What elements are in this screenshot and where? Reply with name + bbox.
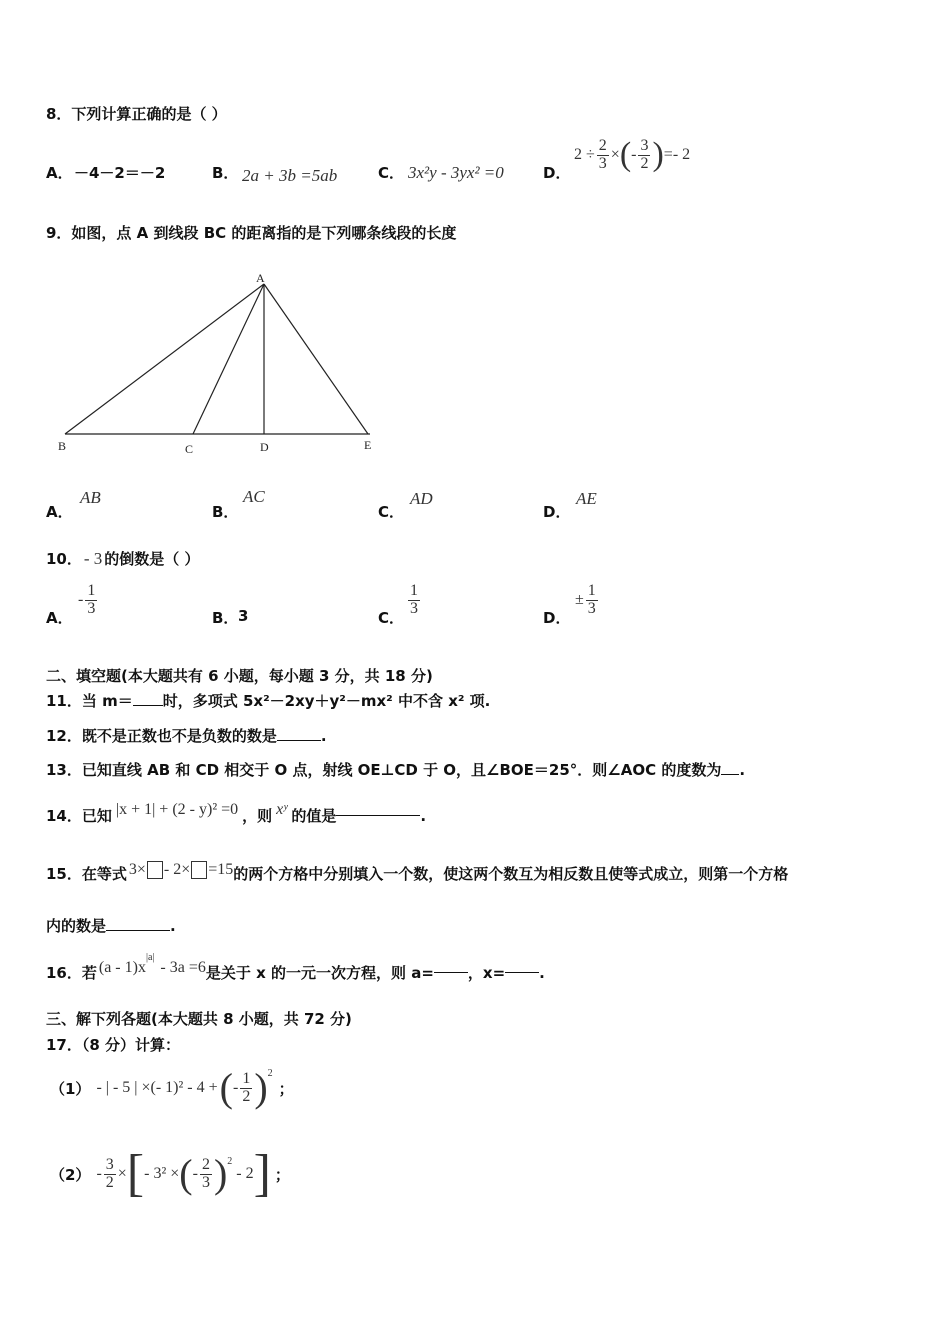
q13 (46, 759, 745, 780)
q9-option-d-label: D． (543, 503, 571, 521)
q11 (46, 690, 490, 711)
q14-expr2: xʸ (276, 800, 288, 818)
q17-p2-inner-a: - 3² × (144, 1165, 180, 1182)
q10-stem-rest: 的倒数是（ ） (104, 550, 200, 568)
q10-d-frac (586, 583, 598, 618)
q17-p2-inner-sign: - (192, 1165, 198, 1182)
q8-d-frac1 (597, 138, 609, 173)
q8-option-b-label: B． (212, 164, 239, 182)
q12-end: . (320, 727, 327, 745)
q17-p1-lparen-icon: ( (219, 1065, 233, 1110)
q8-option-a-text: －4－2＝－2 (74, 164, 166, 182)
q10-option-b-text: 3 (238, 607, 249, 625)
q16-mid: ，x= (467, 964, 506, 982)
q14-blank (336, 815, 420, 816)
point-a-label: A (256, 271, 265, 285)
q16-blank-x (505, 972, 539, 973)
q8-d-rparen-icon: ) (652, 136, 664, 174)
q14-mid: ，则 (242, 807, 273, 825)
q12-text: 12．既不是正数也不是负数的数是 (46, 727, 277, 745)
q9-stem: 9．如图，点 A 到线段 BC 的距离指的是下列哪条线段的长度 (46, 224, 457, 242)
q17-p2-inner-tail: - 2 (236, 1165, 254, 1182)
q14-pre: 14．已知 (46, 807, 112, 825)
q17-p2-sign: - (96, 1165, 102, 1182)
q10-d-den: 3 (587, 599, 596, 617)
q17-p1-exp: 2 (267, 1068, 273, 1079)
q15-expr-c: =15 (208, 860, 234, 878)
q10-c-num: 1 (410, 582, 418, 599)
q15-expr-a: 3× (128, 860, 146, 878)
q10-a-num: 1 (87, 582, 96, 599)
q8-d-frac2-num: 3 (640, 137, 649, 154)
q9-option-a-label: A． (46, 503, 73, 521)
q15-box-2 (191, 861, 207, 879)
q10-a-den: 3 (87, 599, 96, 617)
section2-title: 二、填空题(本大题共有 6 小题，每小题 3 分，共 18 分) (46, 667, 433, 685)
q17-p2-lbracket-icon: [ (126, 1145, 145, 1202)
q10-stem-num: 10． (46, 550, 82, 568)
q17-p1-frac (240, 1071, 252, 1106)
q10-d-sign: ± (575, 591, 584, 609)
q14-post: 的值是 (291, 807, 337, 825)
q11-blank (133, 705, 163, 706)
q10-stem-value: - 3 (83, 548, 103, 568)
q10-c-den: 3 (410, 599, 418, 617)
segment-ac (193, 284, 264, 434)
q15-line2 (46, 915, 176, 936)
q17-p1-label: （1） (50, 1079, 91, 1098)
q8-d-frac1-num: 2 (598, 137, 607, 154)
q17-p2-inner-den: 3 (201, 1173, 210, 1191)
q17-p1-expr: - | - 5 | ×(- 1)² - 4 + (96, 1079, 218, 1096)
q17-p2-rbracket-icon: ] (253, 1145, 271, 1202)
q10-a-sign: - (78, 591, 84, 609)
q17-stem: 17．（8 分）计算： (46, 1036, 181, 1054)
q8-d-frac2-sign: - (631, 146, 637, 164)
q9-option-c-label: C． (378, 503, 405, 521)
q17-p2-label: （2） (50, 1165, 91, 1184)
q10-option-d-expr (575, 583, 600, 618)
q8-option-a-label: A． (46, 164, 73, 182)
q17-p2-inner-exp: 2 (227, 1156, 233, 1167)
q9-option-d-text: AE (576, 489, 597, 508)
q13-blank (721, 774, 739, 775)
q8-d-frac2 (638, 138, 650, 173)
point-c-label: C (185, 442, 194, 456)
q8-option-c-expr: 3x²y - 3yx² =0 (408, 163, 504, 182)
q17-part1 (50, 1065, 294, 1110)
q11-mid: 时，多项式 5x²－2xy＋y²－mx² 中不含 x² 项. (162, 692, 491, 710)
q16-expr-tail: - 3a =6 (160, 958, 206, 976)
q8-option-d-label: D． (543, 164, 571, 182)
q17-p2-rparen-icon: ) (213, 1151, 228, 1196)
q8-d-frac2-den: 2 (640, 154, 649, 172)
q8-option-c-label: C． (378, 164, 405, 182)
section3-title: 三、解下列各题(本大题共 8 小题，共 72 分) (46, 1010, 352, 1028)
q17-p2-inner-num: 2 (201, 1155, 210, 1173)
q16-blank-a (434, 972, 468, 973)
q16-end: . (539, 963, 545, 982)
point-e-label: E (364, 438, 372, 452)
q10-stem (46, 548, 200, 569)
q17-p1-rparen-icon: ) (254, 1065, 268, 1110)
q14 (46, 793, 426, 826)
q13-end: . (739, 761, 746, 779)
q11-pre: 11．当 m＝ (46, 692, 133, 710)
q14-expr: |x + 1| + (2 - y)² =0 (115, 800, 239, 818)
q15-post: 的两个方格中分别填入一个数，使这两个数互为相反数且使等式成立，则第一个方格 (233, 865, 789, 883)
q10-option-b-label: B． (212, 609, 239, 627)
q12-blank (277, 740, 321, 741)
q15-end: . (170, 917, 176, 935)
q14-end: . (420, 806, 427, 825)
q15-line2-text: 内的数是 (46, 917, 107, 935)
q16-post: 是关于 x 的一元一次方程，则 a= (205, 964, 434, 982)
segment-ab (65, 284, 264, 434)
q16-exp: |a| (145, 952, 155, 963)
q9-option-a-text: AB (80, 488, 101, 507)
q17-p2-frac (104, 1157, 116, 1192)
q17-p2-lparen-icon: ( (179, 1151, 193, 1196)
q17-p2-num: 3 (105, 1155, 114, 1173)
q15-pre: 15．在等式 (46, 865, 127, 883)
q17-part2 (50, 1145, 290, 1202)
q17-p1-end: ； (278, 1079, 294, 1098)
q9-triangle-figure (50, 268, 390, 468)
q10-option-c-label: C． (378, 609, 405, 627)
q10-a-frac (85, 583, 97, 618)
q16-expr: (a - 1)x (98, 958, 146, 976)
q9-option-b-label: B． (212, 503, 239, 521)
q8-d-lparen-icon: ( (619, 136, 632, 174)
q16 (46, 952, 545, 983)
point-b-label: B (58, 439, 67, 453)
q10-option-a-expr (78, 583, 99, 618)
q16-pre: 16．若 (46, 964, 97, 982)
q8-d-times: × (610, 146, 620, 164)
q15 (46, 855, 788, 884)
q17-p2-den: 2 (105, 1173, 114, 1191)
q10-option-c-expr (406, 583, 422, 618)
q8-option-d-expr (574, 138, 690, 173)
q8-d-frac1-den: 3 (598, 154, 607, 172)
q15-box-1 (147, 861, 163, 879)
q10-option-d-label: D． (543, 609, 571, 627)
point-d-label: D (260, 440, 269, 454)
q8-d-head: 2 ÷ (574, 146, 595, 164)
q17-p2-end: ； (274, 1165, 290, 1184)
q10-option-a-label: A． (46, 609, 73, 627)
q17-p1-den: 2 (242, 1087, 251, 1105)
q10-d-num: 1 (587, 582, 596, 599)
q8-stem: 8．下列计算正确的是（ ） (46, 105, 227, 123)
q12 (46, 725, 327, 746)
q15-blank (106, 930, 170, 931)
q8-d-result: =- 2 (663, 146, 691, 164)
q17-p1-sign: - (232, 1079, 239, 1096)
segment-ae (264, 284, 368, 434)
q15-expr-b: - 2× (163, 860, 191, 878)
q9-option-b-text: AC (243, 487, 265, 506)
q17-p2-times-icon: × (117, 1165, 127, 1182)
q8-option-b-expr: 2a + 3b =5ab (242, 166, 338, 185)
q17-p1-num: 1 (242, 1069, 251, 1087)
q13-text: 13．已知直线 AB 和 CD 相交于 O 点，射线 OE⊥CD 于 O，且∠BOE＝25°．则∠AOC 的度数为 (46, 761, 722, 779)
q10-c-frac (408, 583, 420, 618)
q9-option-c-text: AD (410, 489, 433, 508)
q17-p2-inner-frac (200, 1157, 212, 1192)
